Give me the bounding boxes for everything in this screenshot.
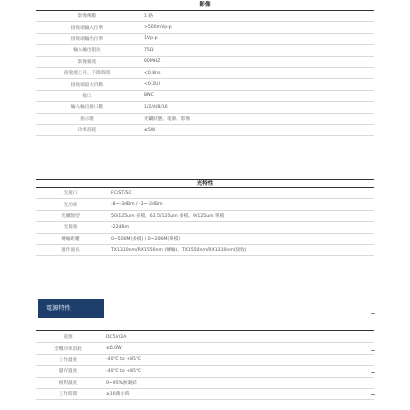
spec-key: 指示燈 <box>36 113 138 124</box>
divider <box>371 372 375 373</box>
spec-key: 輸入輸出阻抗 <box>36 45 138 56</box>
spec-key: 光纖類型 <box>36 210 105 221</box>
spec-key: 接收端最大抖動 <box>36 79 138 90</box>
table-row <box>36 188 374 199</box>
spec-key: 光接收 <box>36 222 105 233</box>
spec-key: 光功率 <box>36 199 105 210</box>
spec-key: 接收端輸入位準 <box>36 22 138 33</box>
power-section-title: 電源特性 <box>38 299 104 318</box>
table-row <box>36 388 374 399</box>
spec-value: 1/2/4/8/16 <box>138 102 374 113</box>
table-row <box>36 210 374 221</box>
spec-value: -22dBm <box>105 222 374 233</box>
spec-value: ≤5W <box>138 124 374 135</box>
table-row <box>36 11 374 22</box>
spec-key: 接口 <box>36 90 138 101</box>
spec-value: >500mVp-p <box>138 22 374 33</box>
divider <box>371 394 375 395</box>
table-row <box>36 343 374 354</box>
optical-spec-table <box>36 188 374 256</box>
spec-value: -40℃ to +85℃ <box>100 354 374 365</box>
spec-value: 1 路 <box>138 11 374 22</box>
spec-value: 0~95%無凝結 <box>100 377 374 388</box>
spec-key: 光接口 <box>36 188 105 199</box>
table-row <box>36 45 374 56</box>
table-row <box>36 102 374 113</box>
spec-key: 全機功率消耗 <box>36 343 100 354</box>
video-spec-table <box>36 11 374 136</box>
spec-key: 傳輸距離 <box>36 233 105 244</box>
spec-key: 影像頻寬 <box>36 56 138 67</box>
table-row <box>36 22 374 33</box>
spec-value: ≥10萬小時 <box>100 388 374 399</box>
spec-key: 功率消耗 <box>36 124 138 135</box>
spec-value: ≤6.0W <box>100 343 374 354</box>
spec-value: BNC <box>138 90 374 101</box>
spec-value: 0~500M(多模) / 0~20KM(單模) <box>105 233 374 244</box>
spec-value: 75Ω <box>138 45 374 56</box>
table-row <box>36 222 374 233</box>
spec-key: 影像傳數 <box>36 11 138 22</box>
table-row <box>36 113 374 124</box>
spec-value: -40℃ to +85℃ <box>100 366 374 377</box>
table-row <box>36 33 374 44</box>
optical-section-title: 光特性 <box>36 179 374 188</box>
power-spec-table <box>36 332 374 400</box>
spec-value: <0.8ns <box>138 67 374 78</box>
table-row <box>36 366 374 377</box>
table-row <box>36 56 374 67</box>
table-row <box>36 233 374 244</box>
spec-key: 電源 <box>36 332 100 343</box>
spec-value: 光纖狀態、電源、影像 <box>138 113 374 124</box>
spec-key: 工作溫度 <box>36 354 100 365</box>
spec-value: 1Vp-p <box>138 33 374 44</box>
table-row <box>36 67 374 78</box>
spec-value: -8~-3dBm / -3~-2dBm <box>105 199 374 210</box>
table-row <box>36 377 374 388</box>
spec-key: 接收端輸出位準 <box>36 33 138 44</box>
table-row <box>36 90 374 101</box>
table-row <box>36 244 374 255</box>
divider <box>371 313 375 314</box>
table-row <box>36 199 374 210</box>
video-section-title: 影像 <box>36 0 374 11</box>
spec-value: 50/125um 多模、62.5/125um 多模、9/125um 單模 <box>105 210 374 221</box>
spec-value: DC5V/2A <box>100 332 374 343</box>
table-row <box>36 124 374 135</box>
spec-value: FC/ST/SC <box>105 188 374 199</box>
spec-key: 工作時間 <box>36 388 100 399</box>
spec-key: 運作波長 <box>36 244 105 255</box>
divider <box>371 350 375 351</box>
spec-value: <0.2UI <box>138 79 374 90</box>
spec-value: 60MHZ <box>138 56 374 67</box>
spec-value: TX1310nm/RX1550nm (傳輸)、TX1550nm/RX1310nm(接收) <box>105 244 374 255</box>
table-row <box>36 332 374 343</box>
spec-key: 儲存溫度 <box>36 366 100 377</box>
spec-key: 接收端上升、下降時間 <box>36 67 138 78</box>
spec-key: 輸入輸出接口數 <box>36 102 138 113</box>
spec-key: 相對濕度 <box>36 377 100 388</box>
table-row <box>36 354 374 365</box>
table-row <box>36 79 374 90</box>
